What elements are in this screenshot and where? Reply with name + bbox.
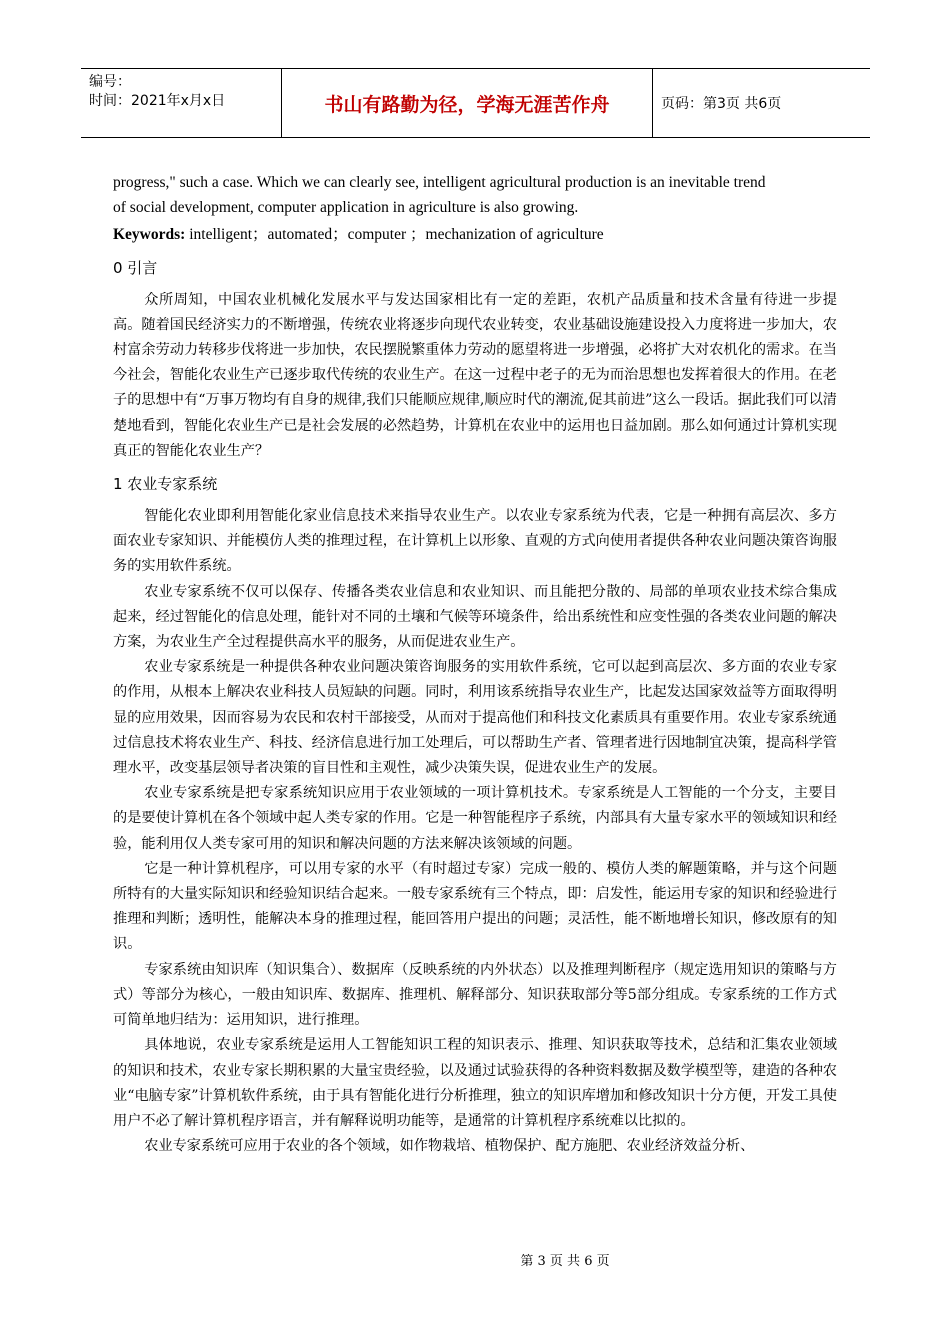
- section-heading-expert-system: 1 农业专家系统: [113, 475, 218, 494]
- page-header: [81, 68, 870, 138]
- keywords-label: Keywords:: [113, 226, 186, 244]
- paragraph: 专家系统由知识库（知识集合）、数据库（反映系统的内外状态）以及推理判断程序（规定选用知识的策略与方式）等部分为核心，一般由知识库、数据库、推理机、解释部分、知识获取部分等5部分组成。专家系统的工作方式可简单地归结为：运用知识，进行推理。: [113, 961, 837, 1029]
- abstract-line: of social development, computer application in agriculture is also growing.: [113, 199, 579, 217]
- keywords-line: [113, 222, 837, 247]
- header-motto: 书山有路勤为径，学海无涯苦作舟: [282, 69, 653, 137]
- header-meta: [81, 69, 282, 137]
- header-page-info: 页码：第3页 共6页: [661, 96, 782, 112]
- paragraph: 众所周知，中国农业机械化发展水平与发达国家相比有一定的差距，农机产品质量和技术含量有待进一步提高。随着国民经济实力的不断增强，传统农业将逐步向现代农业转变，农业基础设施建设投入力度将进一步加大，农村富余劳动力转移步伐将进一步加快，农民摆脱繁重体力劳动的愿望将进一步增强，必将扩大对农机化的需求。在当今社会，智能化农业生产已逐步取代传统的农业生产。在这一过程中老子的无为而治思想也发挥着很大的作用。在老子的思想中有“万事万物均有自身的规律,我们只能顺应规律,顺应时代的潮流,促其前进”这么一段话。据此我们可以清楚地看到，智能化农业生产已是社会发展的必然趋势，计算机在农业中的运用也日益加剧。那么如何通过计算机实现真正的智能化农业生产？: [113, 291, 837, 459]
- document-date: 时间：2021年x月x日: [89, 93, 226, 109]
- document-body: [113, 170, 837, 1159]
- paragraph: 农业专家系统可应用于农业的各个领域，如作物栽培、植物保护、配方施肥、农业经济效益分析、: [144, 1138, 755, 1155]
- section-heading-intro: 0 引言: [113, 258, 158, 277]
- page-footer: [0, 1250, 950, 1269]
- paragraph: 它是一种计算机程序，可以用专家的水平（有时超过专家）完成一般的、模仿人类的解题策略，并与这个问题所特有的大量实际知识和经验知识结合起来。一般专家系统有三个特点，即：启发性，能运用专家的知识和经验进行推理和判断；透明性，能解决本身的推理过程，能回答用户提出的问题；灵活性，能不断地增长知识，修改原有的知识。: [113, 860, 837, 953]
- paragraph: 农业专家系统是把专家系统知识应用于农业领域的一项计算机技术。专家系统是人工智能的一个分支，主要目的是要使计算机在各个领域中起人类专家的作用。它是一种智能程序子系统，内部具有大量专家水平的领域知识和经验，能利用仅人类专家可用的知识和解决问题的方法来解决该领域的问题。: [113, 785, 837, 852]
- footer-page-number: 第 3 页 共 6 页: [520, 1254, 610, 1269]
- paragraph: 智能化农业即利用智能化家业信息技术来指导农业生产。以农业专家系统为代表，它是一种拥有高层次、多方面农业专家知识、并能模仿人类的推理过程，在计算机上以形象、直观的方式向使用者提供各种农业问题决策咨询服务的实用软件系统。: [113, 508, 837, 575]
- paragraph: 农业专家系统是一种提供各种农业问题决策咨询服务的实用软件系统，它可以起到高层次、多方面的农业专家的作用，从根本上解决农业科技人员短缺的问题。同时，利用该系统指导农业生产，比起发达国家效益等方面取得明显的应用效果，因而容易为农民和农村干部接受，从而对于提高他们和科技文化素质具有重要作用。农业专家系统通过信息技术将农业生产、科技、经济信息进行加工处理后，可以帮助生产者、管理者进行因地制宜决策，提高科学管理水平，改变基层领导者决策的盲目性和主观性，减少决策失误，促进农业生产的发展。: [113, 659, 837, 777]
- document-number-label: 编号：: [89, 74, 131, 90]
- keywords-list: intelligent；automated；computer ；mechanization of agriculture: [185, 226, 604, 244]
- paragraph: 农业专家系统不仅可以保存、传播各类农业信息和农业知识、而且能把分散的、局部的单项农业技术综合集成起来，经过智能化的信息处理，能针对不同的土壤和气候等环境条件，给出系统性和应变性强的各类农业问题的解决方案，为农业生产全过程提供高水平的服务，从而促进农业生产。: [113, 583, 837, 651]
- paragraph: 具体地说，农业专家系统是运用人工智能知识工程的知识表示、推理、知识获取等技术，总结和汇集农业领域的知识和技术，农业专家长期积累的大量宝贵经验，以及通过试验获得的各种资料数据及数学模型等，建造的各种农业“电脑专家”计算机软件系统，由于具有智能化进行分析推理，独立的知识库增加和修改知识十分方便，开发工具使用户不必了解计算机程序语言，并有解释说明功能等，是通常的计算机程序系统难以比拟的。: [113, 1037, 837, 1129]
- abstract-line: progress," such a case. Which we can clearly see, intelligent agricultural production is an inevitable trend: [113, 174, 766, 191]
